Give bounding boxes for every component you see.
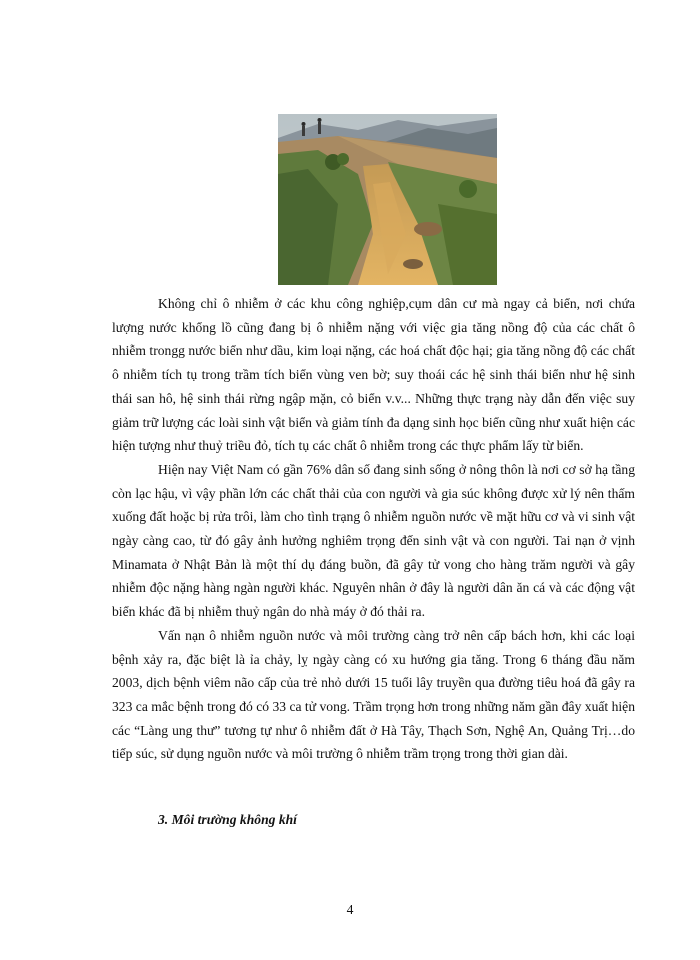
- paragraph-sea-pollution: Không chỉ ô nhiễm ở các khu công nghiệp,cụm dân cư mà ngay cả biển, nơi chứa lượng nước khổng lồ cũng đang bị ô nhiễm nặng với việc gia tăng nồng độ của các chất ô nhiễm trongg nước biển như dầu, kim loại nặng, các hoá chất độc hại; gia tăng nồng độ các chất ô nhiễm tích tụ trong trầm tích biển vùng ven bờ; suy thoái các hệ sinh thái biển như hệ sinh thái san hô, hệ sinh thái rừng ngập mặn, cỏ biển v.v... Những thực trạng này dẫn đến việc suy giảm trữ lượng các loài sinh vật biển và giảm tính đa dạng sinh học biển cũng như xuất hiện các hiện tượng như thuỷ triều đỏ, tích tụ các chất ô nhiễm trong các thực phẩm lấy từ biển.: [112, 296, 635, 454]
- paragraph-health-impact: Vấn nạn ô nhiễm nguồn nước và môi trường càng trở nên cấp bách hơn, khi các loại bệnh xảy ra, đặc biệt là ỉa chảy, lỵ ngày càng có xu hướng gia tăng. Trong 6 tháng đầu năm 2003, dịch bệnh viêm não cấp của trẻ nhỏ dưới 15 tuổi lây truyền qua đường tiêu hoá đã gây ra 323 ca mắc bệnh trong đó có 33 ca tử vong. Trầm trọng hơn trong những năm gần đây xuất hiện các “Làng ung thư” tương tự như ô nhiễm đất ở Hà Tây, Thạch Sơn, Nghệ An, Quảng Trị…do tiếp súc, sử dụng nguồn nước và môi trường ô nhiễm trầm trọng trong thời gian dài.: [112, 627, 635, 762]
- paragraph-rural-pollution: Hiện nay Việt Nam có gần 76% dân số đang sinh sống ở nông thôn là nơi cơ sở hạ tầng còn lạc hậu, vì vậy phần lớn các chất thải của con người và gia súc không được xử lý nên thấm xuống đất hoặc bị rửa trôi, làm cho tình trạng ô nhiễm nguồn nước về mặt hữu cơ và vi sinh vật ngày càng cao, từ đó gây ảnh hưởng nghiêm trọng đến sinh vật và con người. Tai nạn ở vịnh Minamata ở Nhật Bản là một thí dụ đáng buồn, đã gây tử vong cho hàng trăm người và gây nhiễm độc nặng hàng ngàn người khác. Nguyên nhân ở đây là người dân ăn cá và các động vật biển khác đã bị nhiễm thuỷ ngân do nhà máy ở đó thải ra.: [112, 461, 635, 620]
- photo-illustration: [278, 114, 497, 285]
- polluted-stream-photo: [278, 114, 497, 285]
- section-heading: 3. Môi trường không khí: [158, 812, 297, 827]
- body-text: [112, 292, 635, 766]
- page-number: 4: [346, 902, 354, 917]
